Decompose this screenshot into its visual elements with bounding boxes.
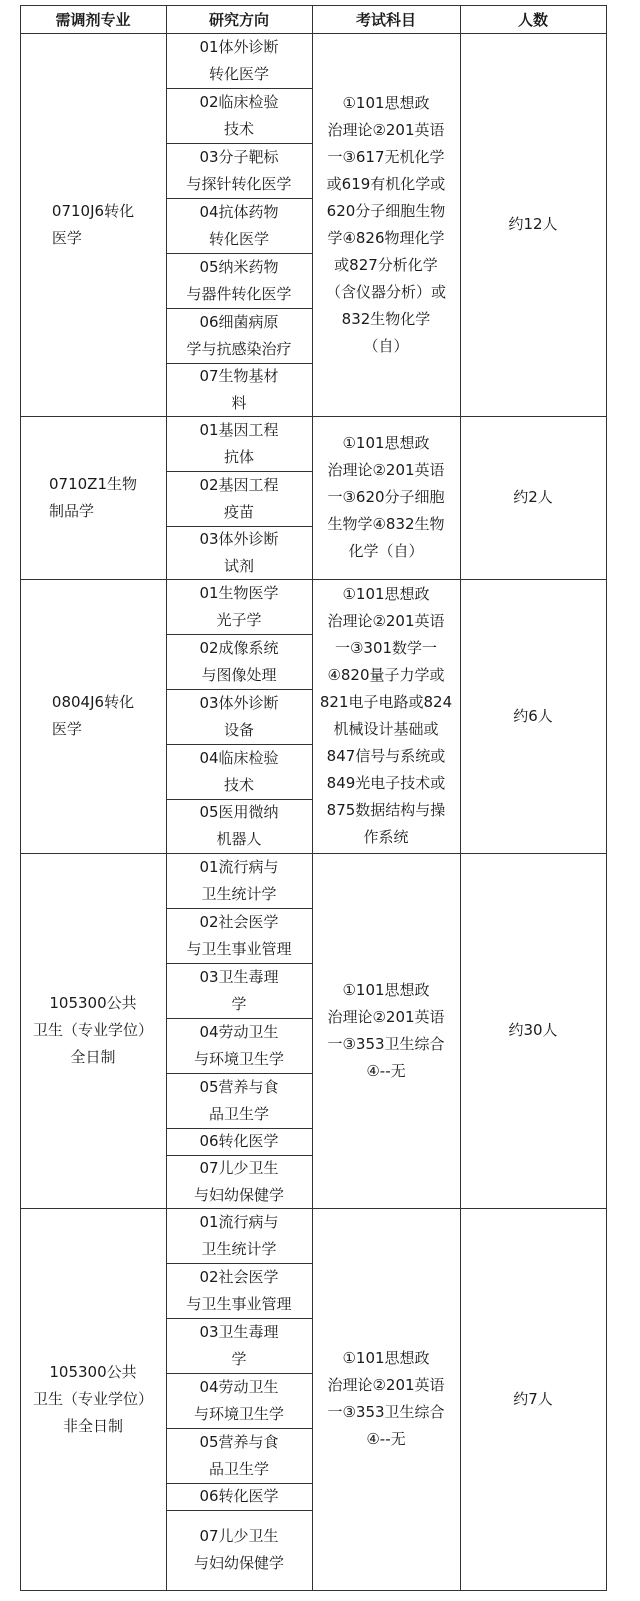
direction-cell	[166, 308, 312, 363]
table-text: 治理论②201英语	[327, 461, 445, 479]
cell-text	[199, 34, 278, 88]
direction-cell	[166, 416, 312, 471]
cell-text	[199, 1128, 278, 1155]
column-divider	[166, 5, 167, 1591]
subrow-divider	[166, 908, 312, 909]
table-text: 学	[231, 1349, 247, 1368]
table-text: 医学	[51, 720, 82, 738]
table-text: 02成像系统	[199, 638, 279, 657]
table-text: ①101思想政	[342, 980, 430, 999]
direction-cell	[166, 253, 312, 308]
table-text: 与卫生事业管理	[186, 1294, 292, 1313]
table-text: 非全日制	[62, 1416, 123, 1435]
row-divider	[20, 33, 606, 34]
direction-cell	[166, 1428, 312, 1483]
count-cell	[460, 1208, 606, 1590]
table-text: 设备	[223, 720, 254, 739]
direction-cell	[166, 1073, 312, 1128]
subrow-divider	[166, 1510, 312, 1511]
table-text: 光子学	[216, 610, 262, 629]
subrow-divider	[166, 689, 312, 690]
table-text: 卫生统计学	[201, 884, 277, 903]
direction-cell	[166, 579, 312, 634]
cell-text	[52, 689, 134, 743]
direction-cell	[166, 1263, 312, 1318]
direction-cell	[166, 1483, 312, 1510]
table-text: 研究方向	[208, 10, 269, 29]
table-text: ④--无	[366, 1061, 406, 1080]
table-text: ①101思想政	[342, 434, 430, 452]
subrow-divider	[166, 634, 312, 635]
subrow-divider	[166, 363, 312, 364]
subrow-divider	[166, 471, 312, 472]
cell-text	[199, 472, 278, 526]
table-text: 技术	[223, 119, 254, 138]
cell-text	[199, 363, 278, 417]
table-text: 03体外诊断	[199, 529, 279, 548]
direction-cell	[166, 908, 312, 963]
table-text: 需调剂专业	[55, 10, 131, 29]
table-text: 品卫生学	[208, 1104, 269, 1123]
subjects-cell	[312, 853, 460, 1208]
table-text: 或619有机化学或	[326, 174, 446, 193]
count-cell	[460, 579, 606, 853]
table-text: 05纳米药物	[199, 257, 279, 276]
table-text: 转化医学	[208, 64, 269, 83]
table-text: 学与抗感染治疗	[186, 339, 292, 358]
table-text: 04劳动卫生	[199, 1022, 279, 1041]
cell-text	[194, 1523, 284, 1577]
table-text: 821电子电路或824	[319, 693, 453, 711]
table-text: 学④826物理化学	[327, 228, 445, 247]
cell-text	[49, 471, 137, 525]
direction-cell	[166, 471, 312, 526]
table-text: 105300公共	[49, 1362, 137, 1381]
direction-cell	[166, 799, 312, 853]
table-text: 03体外诊断	[199, 693, 279, 712]
table-text: 01基因工程	[199, 420, 279, 439]
subrow-divider	[166, 88, 312, 89]
direction-cell	[166, 853, 312, 908]
table-text: （自）	[363, 336, 409, 355]
table-text: 一③617无机化学	[327, 147, 445, 166]
column-divider	[460, 5, 461, 1591]
cell-text	[327, 430, 444, 565]
table-text: 卫生统计学	[201, 1239, 277, 1258]
cell-text	[199, 1319, 278, 1373]
direction-cell	[166, 143, 312, 198]
table-text: ①101思想政	[342, 585, 430, 603]
table-text: 考试科目	[355, 10, 416, 29]
subrow-divider	[166, 1318, 312, 1319]
table-text: 01流行病与	[199, 1212, 279, 1231]
table-text: ④820量子力学或	[327, 666, 445, 684]
table-text: 约12人	[508, 215, 558, 233]
direction-cell	[166, 1208, 312, 1263]
table-border-left	[20, 5, 21, 1591]
row-divider	[20, 853, 606, 854]
cell-text	[320, 581, 452, 851]
cell-text	[199, 745, 278, 799]
subjects-cell	[312, 1208, 460, 1590]
table-text: 06转化医学	[199, 1132, 279, 1150]
table-text: 机械设计基础或	[333, 720, 439, 738]
cell-text	[186, 144, 291, 198]
cell-text	[199, 580, 278, 634]
table-text: 约7人	[513, 1389, 553, 1408]
cell-text	[199, 1074, 278, 1128]
table-text: 或827分析化学	[334, 255, 438, 274]
subrow-divider	[166, 308, 312, 309]
table-text: 01流行病与	[199, 857, 279, 876]
subrow-divider	[166, 198, 312, 199]
table-text: 832生物化学	[341, 309, 431, 328]
direction-cell	[166, 88, 312, 143]
cell-text	[194, 1155, 284, 1209]
direction-cell	[166, 963, 312, 1018]
table-text: 02社会医学	[199, 912, 279, 931]
subrow-divider	[166, 963, 312, 964]
subrow-divider	[166, 1428, 312, 1429]
cell-text	[199, 690, 278, 744]
table-text: 约30人	[508, 1021, 558, 1039]
subjects-cell	[312, 579, 460, 853]
table-text: 制品学	[49, 501, 95, 520]
header-subjects	[312, 5, 460, 33]
table-text: 机器人	[216, 830, 262, 848]
table-text: 治理论②201英语	[327, 612, 445, 630]
table-text: 约6人	[513, 706, 553, 725]
table-text: ①101思想政	[342, 1349, 430, 1367]
row-divider	[20, 579, 606, 580]
subrow-divider	[166, 143, 312, 144]
table-text: ④--无	[366, 1430, 406, 1448]
table-text: 与卫生事业管理	[186, 939, 292, 958]
table-text: 化学（自）	[348, 542, 424, 560]
subjects-cell	[312, 416, 460, 579]
table-text: 转化医学	[208, 229, 269, 248]
major-cell	[20, 1208, 166, 1590]
cell-text	[199, 1483, 278, 1510]
table-text: 04抗体药物	[199, 202, 279, 221]
cell-text	[326, 90, 446, 360]
table-text: 0710Z1生物	[49, 474, 137, 493]
table-text: 治理论②201英语	[327, 120, 445, 139]
cell-text	[199, 1209, 278, 1263]
major-text	[52, 198, 134, 252]
count-cell	[460, 416, 606, 579]
cell-text	[186, 909, 291, 963]
subjects-cell	[312, 33, 460, 416]
table-text: 与图像处理	[201, 665, 277, 684]
direction-cell	[166, 1128, 312, 1155]
direction-cell	[166, 198, 312, 253]
subrow-divider	[166, 1373, 312, 1374]
cell-text	[199, 964, 278, 1018]
table-text: 620分子细胞生物	[326, 201, 446, 220]
table-text: 849光电子技术或	[326, 774, 446, 792]
table-text: 一③620分子细胞	[327, 488, 445, 506]
cell-text	[199, 1429, 278, 1483]
major-cell	[20, 579, 166, 853]
table-text: 约2人	[513, 488, 553, 506]
table-text: ①101思想政	[342, 93, 430, 112]
count-cell	[460, 853, 606, 1208]
table-text: 与妇幼保健学	[193, 1554, 284, 1572]
table-text: 生物学④832生物	[327, 515, 445, 533]
cell-text	[199, 199, 278, 253]
major-cell	[20, 853, 166, 1208]
table-text: 与探针转化医学	[186, 174, 292, 193]
table-text: 875数据结构与操	[326, 801, 446, 819]
table-text: 02临床检验	[199, 92, 279, 111]
cell-text	[186, 254, 291, 308]
table-text: 04劳动卫生	[199, 1377, 279, 1396]
table-text: 与器件转化医学	[186, 284, 292, 303]
cell-text	[199, 89, 278, 143]
table-text: 03卫生毒理	[199, 967, 279, 986]
table-text: 07儿少卫生	[199, 1158, 279, 1177]
row-divider	[20, 1208, 606, 1209]
cell-text	[186, 1264, 291, 1318]
cell-text	[194, 1374, 284, 1428]
cell-text	[186, 309, 291, 363]
header-direction	[166, 5, 312, 33]
table-text: 一③301数学一	[334, 639, 438, 657]
table-text: （含仪器分析）或	[325, 282, 446, 301]
table-text: 疫苗	[223, 502, 254, 521]
row-divider	[20, 416, 606, 417]
table-border-top	[20, 5, 606, 6]
subrow-divider	[166, 799, 312, 800]
table-text: 人数	[517, 10, 548, 29]
table-border-bottom	[20, 1590, 606, 1591]
table-text: 03分子靶标	[199, 147, 279, 166]
table-text: 料	[231, 393, 247, 412]
table-text: 全日制	[70, 1048, 116, 1066]
table-text: 05医用微纳	[199, 803, 279, 821]
subrow-divider	[166, 253, 312, 254]
subrow-divider	[166, 1073, 312, 1074]
direction-cell	[166, 363, 312, 416]
table-text: 02基因工程	[199, 475, 279, 494]
direction-cell	[166, 689, 312, 744]
table-text: 04临床检验	[199, 748, 279, 767]
header-major	[20, 5, 166, 33]
subrow-divider	[166, 1018, 312, 1019]
direction-cell	[166, 1510, 312, 1590]
table-text: 06细菌病原	[199, 312, 279, 331]
cell-text	[199, 417, 278, 471]
table-text: 0804J6转化	[51, 693, 135, 711]
table-text: 一③353卫生综合	[327, 1403, 445, 1421]
subrow-divider	[166, 1483, 312, 1484]
cell-text	[194, 1019, 284, 1073]
cell-text	[199, 799, 278, 853]
subrow-divider	[166, 1128, 312, 1129]
cell-text	[199, 635, 278, 689]
cell-text	[33, 1359, 153, 1440]
direction-cell	[166, 1373, 312, 1428]
direction-cell	[166, 1318, 312, 1373]
cell-text	[199, 854, 278, 908]
major-cell	[20, 416, 166, 579]
admission-table	[20, 5, 606, 1590]
subrow-divider	[166, 744, 312, 745]
table-text: 治理论②201英语	[327, 1007, 445, 1026]
table-text: 技术	[223, 775, 254, 794]
header-count	[460, 5, 606, 33]
table-text: 抗体	[223, 447, 254, 466]
table-text: 847信号与系统或	[326, 747, 446, 765]
major-cell	[20, 33, 166, 416]
table-text: 05营养与食	[199, 1077, 279, 1096]
subrow-divider	[166, 526, 312, 527]
cell-text	[199, 526, 278, 580]
table-text: 作系统	[363, 828, 409, 846]
column-divider	[312, 5, 313, 1591]
table-text: 卫生（专业学位）	[32, 1021, 153, 1039]
direction-cell	[166, 744, 312, 799]
table-text: 01体外诊断	[199, 37, 279, 56]
table-text: 一③353卫生综合	[327, 1034, 445, 1053]
table-text: 02社会医学	[199, 1267, 279, 1286]
direction-cell	[166, 1018, 312, 1073]
table-text: 品卫生学	[208, 1459, 269, 1478]
table-text: 07儿少卫生	[199, 1527, 279, 1545]
direction-cell	[166, 526, 312, 579]
table-text: 治理论②201英语	[327, 1376, 445, 1394]
cell-text	[33, 990, 153, 1071]
count-cell	[460, 33, 606, 416]
table-text: 与环境卫生学	[193, 1049, 284, 1068]
table-text: 医学	[51, 228, 82, 247]
cell-text	[327, 1345, 444, 1453]
table-text: 卫生（专业学位）	[32, 1389, 153, 1408]
table-text: 06转化医学	[199, 1487, 279, 1505]
direction-cell	[166, 1155, 312, 1208]
table-text: 与妇幼保健学	[193, 1185, 284, 1204]
table-text: 学	[231, 994, 247, 1013]
table-text: 07生物基材	[199, 366, 279, 385]
table-text: 与环境卫生学	[193, 1404, 284, 1423]
table-text: 0710J6转化	[51, 201, 135, 220]
subrow-divider	[166, 1263, 312, 1264]
cell-text	[327, 977, 444, 1085]
table-text: 试剂	[223, 556, 254, 575]
table-border-right	[606, 5, 607, 1591]
direction-cell	[166, 634, 312, 689]
subrow-divider	[166, 1155, 312, 1156]
table-text: 105300公共	[49, 994, 137, 1012]
table-text: 03卫生毒理	[199, 1322, 279, 1341]
direction-cell	[166, 33, 312, 88]
table-text: 01生物医学	[199, 583, 279, 602]
table-text: 05营养与食	[199, 1432, 279, 1451]
